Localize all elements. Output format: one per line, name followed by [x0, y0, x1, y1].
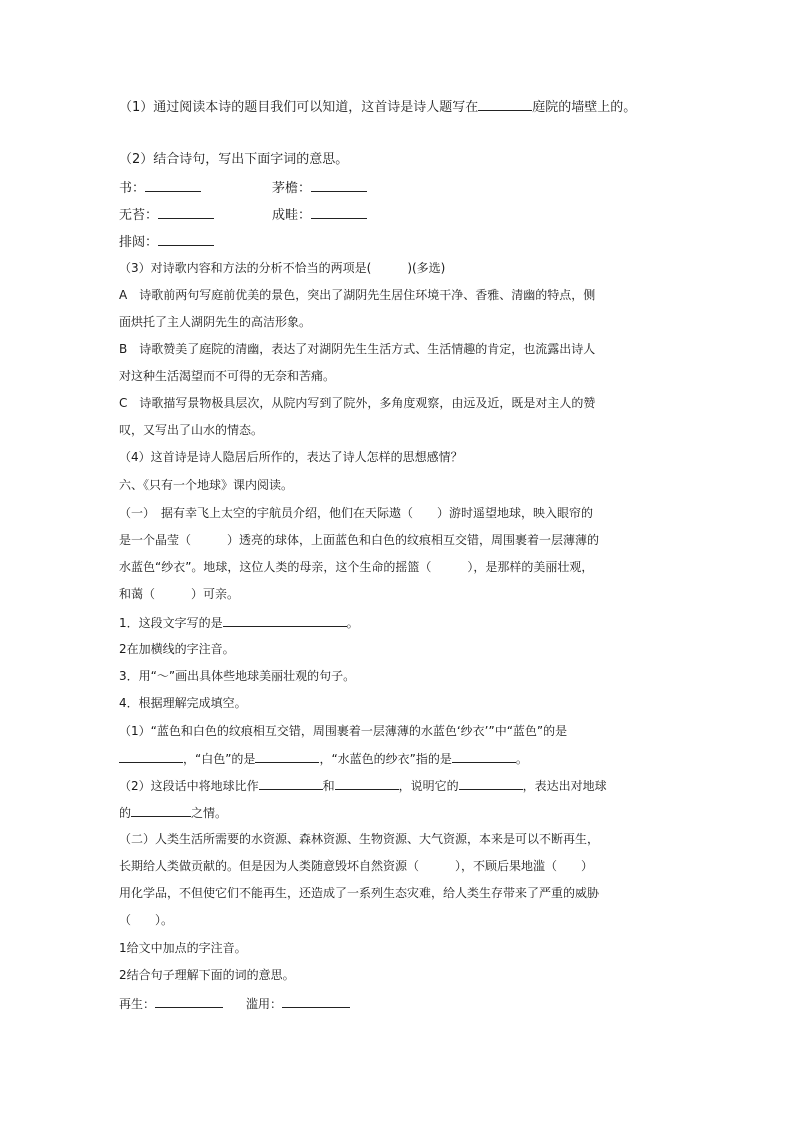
poem-q1-text-end: 庭院的墙壁上的。	[532, 100, 637, 115]
answer-blank[interactable]	[459, 776, 523, 790]
s6-q2: 2在加横线的字注音。	[119, 642, 235, 656]
fill-text: ，“白色”的是	[183, 752, 256, 766]
s6-q4: 4．根据理解完成填空。	[119, 696, 247, 710]
passage1-line3: 水蓝色“纱衣”。地球，这位人类的母亲，这个生命的摇篮（ ），是那样的美丽壮观，	[119, 560, 594, 574]
fill1-line2	[119, 749, 528, 768]
s6-2-q2: 2结合句子理解下面的词的意思。	[119, 968, 295, 982]
answer-blank[interactable]	[311, 178, 367, 192]
question-text-end: 。	[346, 616, 359, 630]
term-label: 滥用：	[246, 997, 283, 1011]
answer-blank[interactable]	[131, 803, 191, 817]
fill-text: ，表达出对地球	[522, 779, 607, 793]
fill-text: 和	[322, 779, 335, 793]
answer-blank[interactable]	[335, 776, 399, 790]
section6-title: 六、《只有一个地球》课内阅读。	[119, 478, 294, 492]
poem-q4: （4）这首诗是诗人隐居后所作的，表达了诗人怎样的思想感情？	[119, 450, 463, 464]
passage1-line1: （一） 据有幸飞上太空的宇航员介绍，他们在天际遨（ ）游时遥望地球，映入眼帘的	[119, 506, 594, 520]
term-label: 茅檐：	[272, 181, 312, 196]
s6-2-q1: 1给文中加点的字注音。	[119, 941, 247, 955]
option-c-line1: C 诗歌描写景物极具层次，从院内写到了院外，多角度观察，由远及近，既是对主人的赞	[119, 396, 596, 410]
fill-text: ，说明它的	[398, 779, 459, 793]
answer-blank[interactable]	[452, 749, 516, 763]
fill-text: （2）这段话中将地球比作	[119, 779, 259, 793]
answer-blank[interactable]	[259, 776, 323, 790]
term-chengqi	[272, 205, 367, 225]
fill-text: 的	[119, 806, 132, 820]
option-a-line2: 面烘托了主人湖阴先生的高洁形象。	[119, 315, 312, 329]
answer-blank[interactable]	[311, 205, 367, 219]
question-text: 1．这段文字写的是	[119, 616, 223, 630]
poem-q3: （3）对诗歌内容和方法的分析不恰当的两项是( )(多选)	[119, 261, 446, 275]
term-lanyong	[246, 994, 350, 1013]
answer-blank[interactable]	[158, 232, 214, 246]
fill-text: ，“水蓝色的纱衣”指的是	[319, 752, 452, 766]
option-a-line1: A 诗歌前两句写庭前优美的景色，突出了湖阴先生居住环境干净、香雅、清幽的特点，侧	[119, 288, 596, 302]
term-label: 书：	[119, 181, 146, 196]
s6-q1	[119, 613, 359, 632]
answer-blank[interactable]	[119, 749, 183, 763]
passage2-line1: （二）人类生活所需要的水资源、森林资源、生物资源、大气资源，本来是可以不断再生，	[119, 832, 600, 846]
s6-q3: 3．用“～”画出具体些地球美丽壮观的句子。	[119, 669, 356, 683]
term-label: 排闼：	[119, 235, 159, 250]
option-b-line1: B 诗歌赞美了庭院的清幽，表达了对湖阴先生生活方式、生活情趣的肯定，也流露出诗人	[119, 342, 596, 356]
answer-blank[interactable]	[255, 749, 319, 763]
passage1-line2: 是一个晶莹（ ）透亮的球体，上面蓝色和白色的纹痕相互交错，周围裹着一层薄薄的	[119, 533, 600, 547]
answer-blank[interactable]	[158, 205, 214, 219]
answer-blank[interactable]	[145, 178, 201, 192]
term-label: 再生：	[119, 997, 156, 1011]
passage1-line4: 和蔼（ ）可亲。	[119, 587, 240, 601]
answer-blank[interactable]	[478, 97, 532, 111]
answer-blank[interactable]	[282, 994, 350, 1008]
answer-blank[interactable]	[223, 613, 347, 627]
fill-text: 之情。	[191, 806, 228, 820]
term-label: 无苔：	[119, 208, 159, 223]
term-shu	[119, 178, 201, 198]
option-b-line2: 对这种生活渴望而不可得的无奈和苦痛。	[119, 369, 336, 383]
poem-q1-text: （1）通过阅读本诗的题目我们可以知道，这首诗是诗人题写在	[119, 100, 479, 115]
fill2-line1	[119, 776, 607, 795]
poem-q1	[119, 97, 636, 117]
term-label: 成畦：	[272, 208, 312, 223]
fill1-line1: （1）“蓝色和白色的纹痕相互交错，周围裹着一层薄薄的水蓝色‘纱衣’”中“蓝色”的是	[119, 724, 568, 738]
option-c-line2: 叹，又写出了山水的情态。	[119, 423, 264, 437]
poem-q2-title: （2）结合诗句，写出下面字词的意思。	[119, 152, 349, 167]
fill2-line2	[119, 803, 227, 822]
passage2-line4: （ ）。	[119, 913, 174, 927]
passage2-line2: 长期给人类做贡献的。但是因为人类随意毁坏自然资源（ ），不顾后果地滥（ ）	[119, 859, 594, 873]
answer-blank[interactable]	[155, 994, 223, 1008]
term-maoyan	[272, 178, 367, 198]
term-paita	[119, 232, 214, 252]
passage2-line3: 用化学品，不但使它们不能再生，还造成了一系列生态灾难，给人类生存带来了严重的威胁	[119, 886, 600, 900]
fill-text: 。	[515, 752, 528, 766]
term-zaisheng	[119, 994, 223, 1013]
term-wutai	[119, 205, 214, 225]
